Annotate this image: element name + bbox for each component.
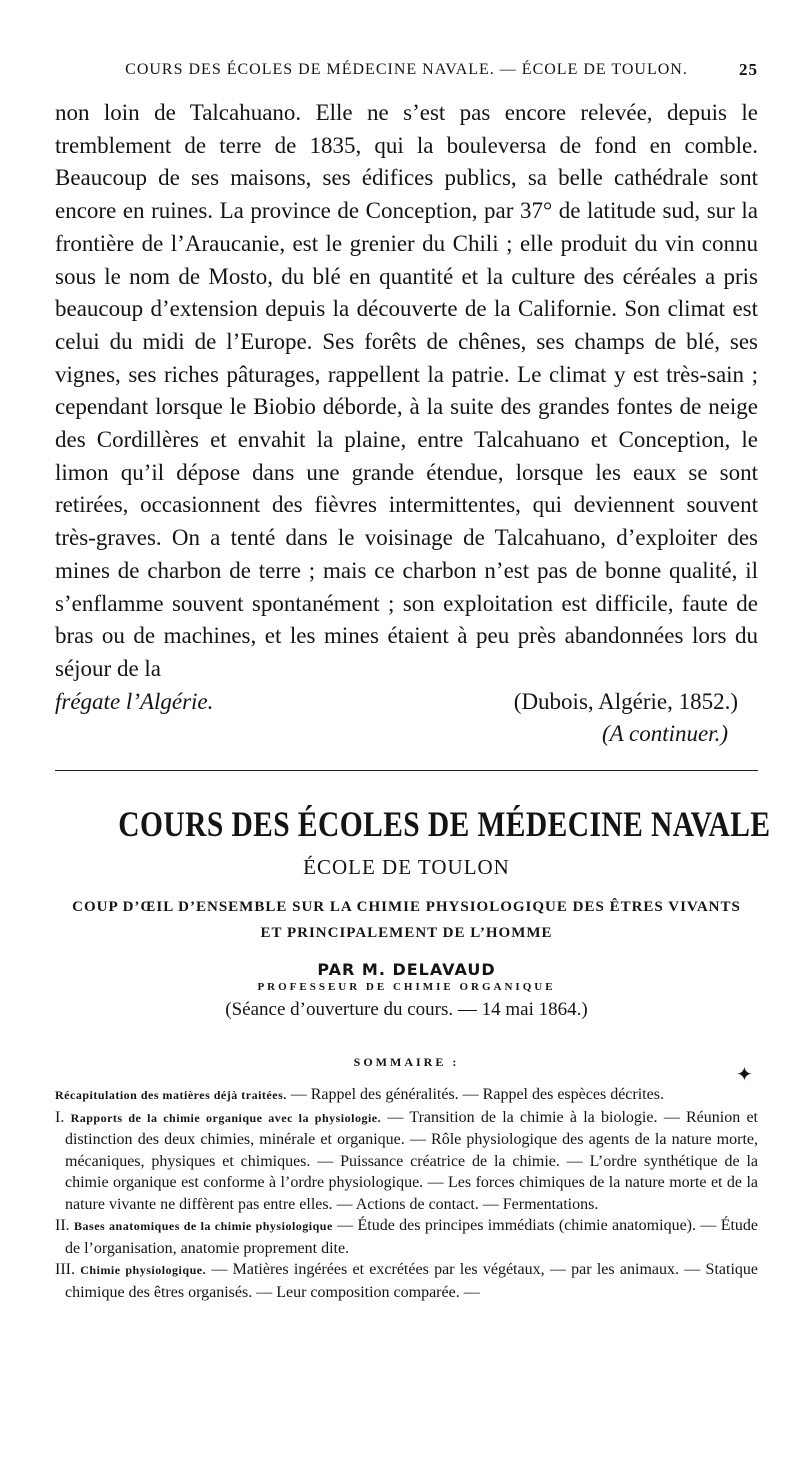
body-text (55, 97, 758, 750)
summary-item-text: — Étude des principes immédiats (chimie anatomique). — Étude de l’organisation, anatomie proprement dite. (65, 1217, 759, 1257)
summary-item-label: Rapports de la chimie organique avec la physiologie. (70, 1110, 382, 1125)
summary-item (55, 1215, 758, 1259)
summary-item-label: Bases anatomiques de la chimie physiologique (74, 1219, 333, 1234)
summary-item-label: Chimie physiologique. (80, 1263, 207, 1278)
running-head-title: COURS DES ÉCOLES DE MÉDECINE NAVALE. — ÉCOLE DE TOULON. (125, 61, 688, 78)
page (55, 55, 771, 1303)
summary-heading: SOMMAIRE : (353, 1055, 460, 1070)
subject-line-2: ET PRINCIPALEMENT DE L’HOMME (260, 925, 553, 942)
closing-line (55, 686, 758, 719)
summary-item-number: II. (55, 1217, 70, 1235)
session-date: (Séance d’ouverture du cours. — 14 mai 1864.) (225, 999, 588, 1021)
summary-intro-label: Récapitulation des matières déjà traitées. (55, 1088, 287, 1103)
body-paragraph: non loin de Talcahuano. Elle ne s’est pas encore relevée, depuis le tremblement de terre de 1835, qui la bouleversa de fond en comble. Beaucoup de ses maisons, ses édifices publics, sa belle cathédrale sont encore en ruines. La province de Conception, par 37° de latitude sud, sur la frontière de l’Araucanie, est le grenier du Chili ; elle produit du vin connu sous le nom de Mosto, du blé en quantité et la culture des céréales a pris beaucoup d’extension depuis la découverte de la Californie. Son climat est celui du midi de l’Europe. Ses forêts de chênes, ses champs de blé, ses vignes, ses riches pâturages, rappellent la patrie. Le climat y est très-sain ; cependant lorsque le Biobio déborde, à la suite des grandes fontes de neige des Cordillères et envahit la plaine, entre Talcahuano et Conception, le limon qu’il dépose dans une grande étendue, lorsque les eaux se sont retirées, occasionnent des fièvres intermittentes, qui deviennent souvent très-graves. On a tenté dans le voisinage de Talcahuano, d’exploiter des mines de charbon de terre ; mais ce charbon n’est pas de bonne qualité, il s’enflamme souvent spontanément ; son exploitation est difficile, faute de bras ou de machines, et les mines étaient à peu près abandonnées lors du séjour de la (55, 100, 758, 681)
author: PAR M. DELAVAUD (317, 960, 496, 980)
citation: (Dubois, Algérie, 1852.) (513, 688, 738, 714)
summary-item-number: I. (55, 1108, 65, 1126)
summary-item-text: — Transition de la chimie à la biologie. — Réunion et distinction des deux chimies, minérale et organique. — Rôle physiologique des agents de la nature morte, mécaniques, physiques et chimiques. — Puissance créatrice de la chimie. — L’ordre synthétique de la chimie organique est conforme à l’ordre physiologique. — Les forces chimiques de la nature morte et de la nature vivante ne diffèrent pas entre elles. — Actions de contact. — Fermentations. (65, 1108, 758, 1213)
section-divider (55, 770, 758, 771)
summary-intro-text: — Rappel des généralités. — Rappel des espèces décrites. (286, 1086, 664, 1104)
subject-line-1: COUP D’ŒIL D’ENSEMBLE SUR LA CHIMIE PHYSIOLOGIQUE DES ÊTRES VIVANTS (72, 899, 741, 916)
ink-blot-mark: ✦ (736, 1064, 753, 1086)
lecture-title: COURS DES ÉCOLES DE MÉDECINE NAVALE (118, 804, 771, 845)
summary-item-number: III. (55, 1261, 75, 1279)
school-name: ÉCOLE DE TOULON (303, 855, 510, 880)
page-number: 25 (739, 60, 758, 79)
summary-item-text: — Matières ingérées et excrétées par les végétaux, — par les animaux. — Statique chimique des êtres organisés. — Leur composition comparée. — (65, 1261, 758, 1301)
summary-intro (55, 1084, 758, 1107)
summary-item (55, 1107, 758, 1216)
author-role: PROFESSEUR DE CHIMIE ORGANIQUE (257, 981, 556, 994)
summary (55, 1084, 758, 1303)
running-head (55, 55, 758, 85)
summary-item (55, 1259, 758, 1303)
closing-left: frégate l’Algérie. (55, 688, 214, 714)
to-be-continued: (A continuer.) (601, 721, 728, 747)
lecture-subject (55, 894, 758, 946)
